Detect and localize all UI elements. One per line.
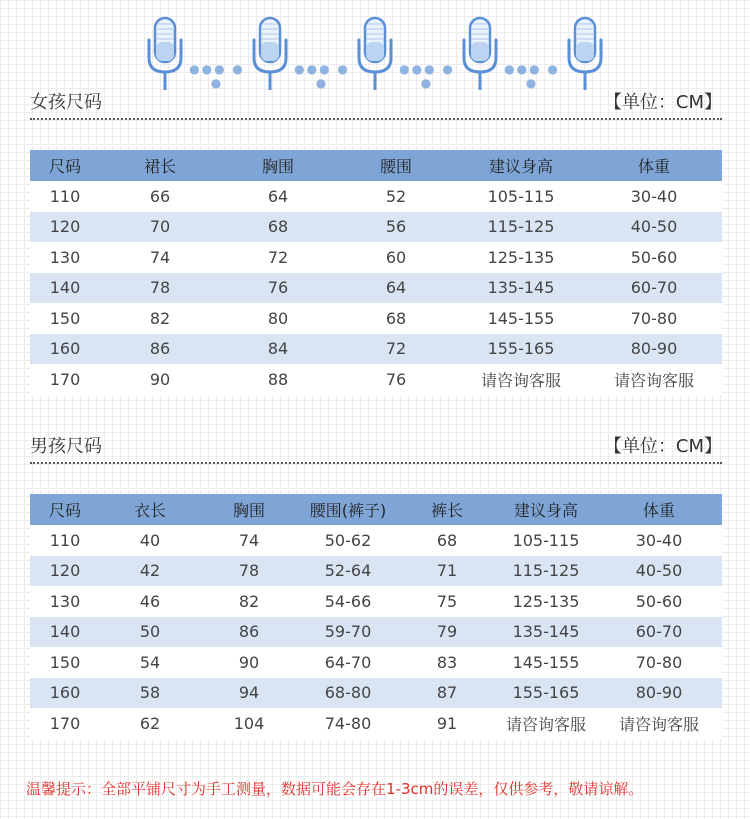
- table-cell: 120: [30, 212, 100, 243]
- table-cell: 160: [30, 678, 100, 709]
- boys-header-cell: 裤长: [398, 494, 496, 525]
- table-row: [30, 242, 722, 273]
- table-cell: 104: [200, 708, 298, 739]
- boys-divider: [30, 462, 722, 464]
- table-cell: 54-66: [298, 586, 398, 617]
- boys-header-cell: 体重: [596, 494, 722, 525]
- girls-divider: [30, 118, 722, 120]
- table-cell: 88: [220, 364, 336, 395]
- table-cell: 105-115: [456, 181, 586, 212]
- table-cell: 91: [398, 708, 496, 739]
- table-cell: 66: [100, 181, 220, 212]
- table-cell: 52: [336, 181, 456, 212]
- table-cell: 请咨询客服: [496, 708, 596, 739]
- table-cell: 68: [398, 525, 496, 556]
- table-cell: 87: [398, 678, 496, 709]
- dots-decoration: ●●● ● ●: [504, 62, 560, 90]
- dots-decoration: ●●● ● ●: [189, 62, 245, 90]
- table-cell: 80: [220, 303, 336, 334]
- table-cell: 150: [30, 647, 100, 678]
- girls-header-cell: 建议身高: [456, 150, 586, 181]
- table-row: [30, 181, 722, 212]
- table-cell: 125-135: [496, 586, 596, 617]
- table-cell: 75: [398, 586, 496, 617]
- table-cell: 64: [336, 273, 456, 304]
- boys-header-cell: 胸围: [200, 494, 298, 525]
- table-cell: 40-50: [586, 212, 722, 243]
- table-cell: 68: [220, 212, 336, 243]
- table-cell: 110: [30, 181, 100, 212]
- table-row: [30, 364, 722, 395]
- table-row: [30, 273, 722, 304]
- table-cell: 50-60: [596, 586, 722, 617]
- table-cell: 78: [200, 556, 298, 587]
- table-cell: 155-165: [456, 334, 586, 365]
- table-cell: 155-165: [496, 678, 596, 709]
- table-cell: 40: [100, 525, 200, 556]
- girls-section-header: [30, 88, 722, 118]
- table-cell: 105-115: [496, 525, 596, 556]
- table-cell: 135-145: [496, 617, 596, 648]
- boys-header-cell: 腰围(裤子): [298, 494, 398, 525]
- table-cell: 50: [100, 617, 200, 648]
- table-row: [30, 525, 722, 556]
- table-cell: 80-90: [596, 678, 722, 709]
- table-cell: 74: [200, 525, 298, 556]
- table-cell: 68: [336, 303, 456, 334]
- table-cell: 50-62: [298, 525, 398, 556]
- table-cell: 42: [100, 556, 200, 587]
- boys-header-cell: 衣长: [100, 494, 200, 525]
- table-cell: 94: [200, 678, 298, 709]
- table-cell: 145-155: [496, 647, 596, 678]
- table-cell: 请咨询客服: [586, 364, 722, 395]
- boys-title: 男孩尺码: [30, 436, 102, 457]
- microphone-icon: [460, 14, 500, 94]
- table-cell: 72: [220, 242, 336, 273]
- table-row: [30, 586, 722, 617]
- table-cell: 60-70: [596, 617, 722, 648]
- table-cell: 130: [30, 586, 100, 617]
- table-row: [30, 617, 722, 648]
- table-row: [30, 334, 722, 365]
- microphone-icon: [145, 14, 185, 94]
- table-cell: 请咨询客服: [596, 708, 722, 739]
- table-cell: 72: [336, 334, 456, 365]
- girls-title: 女孩尺码: [30, 92, 102, 113]
- table-row: [30, 303, 722, 334]
- girls-header-cell: 尺码: [30, 150, 100, 181]
- microphone-decoration: [0, 14, 750, 94]
- table-cell: 64-70: [298, 647, 398, 678]
- table-cell: 120: [30, 556, 100, 587]
- boys-header-cell: 尺码: [30, 494, 100, 525]
- table-cell: 125-135: [456, 242, 586, 273]
- table-cell: 68-80: [298, 678, 398, 709]
- table-cell: 150: [30, 303, 100, 334]
- table-cell: 40-50: [596, 556, 722, 587]
- table-cell: 71: [398, 556, 496, 587]
- table-cell: 70-80: [596, 647, 722, 678]
- table-cell: 160: [30, 334, 100, 365]
- dots-decoration: ●●● ● ●: [399, 62, 455, 90]
- table-cell: 62: [100, 708, 200, 739]
- table-cell: 90: [200, 647, 298, 678]
- girls-header-cell: 胸围: [220, 150, 336, 181]
- table-cell: 135-145: [456, 273, 586, 304]
- girls-size-table: [30, 150, 722, 395]
- table-cell: 74: [100, 242, 220, 273]
- table-cell: 请咨询客服: [456, 364, 586, 395]
- table-cell: 52-64: [298, 556, 398, 587]
- table-cell: 64: [220, 181, 336, 212]
- table-cell: 50-60: [586, 242, 722, 273]
- girls-table-header-row: [30, 150, 722, 181]
- table-cell: 54: [100, 647, 200, 678]
- table-row: [30, 678, 722, 709]
- table-cell: 86: [200, 617, 298, 648]
- boys-unit: 【单位：CM】: [603, 436, 722, 457]
- boys-header-cell: 建议身高: [496, 494, 596, 525]
- warm-tip: 温馨提示：全部平铺尺寸为手工测量，数据可能会存在1-3cm的误差，仅供参考，敬请谅解。: [26, 780, 644, 798]
- table-cell: 86: [100, 334, 220, 365]
- table-cell: 145-155: [456, 303, 586, 334]
- girls-unit: 【单位：CM】: [603, 92, 722, 113]
- microphone-icon: [250, 14, 290, 94]
- table-cell: 140: [30, 273, 100, 304]
- boys-size-table: [30, 494, 722, 739]
- dots-decoration: ●●● ● ●: [294, 62, 350, 90]
- girls-header-cell: 裙长: [100, 150, 220, 181]
- table-cell: 46: [100, 586, 200, 617]
- table-cell: 76: [336, 364, 456, 395]
- table-cell: 90: [100, 364, 220, 395]
- table-cell: 82: [200, 586, 298, 617]
- table-cell: 70-80: [586, 303, 722, 334]
- table-cell: 170: [30, 708, 100, 739]
- table-row: [30, 647, 722, 678]
- table-cell: 115-125: [456, 212, 586, 243]
- table-cell: 84: [220, 334, 336, 365]
- boys-table-header-row: [30, 494, 722, 525]
- microphone-icon: [355, 14, 395, 94]
- boys-section-header: [30, 432, 722, 462]
- table-cell: 59-70: [298, 617, 398, 648]
- table-cell: 115-125: [496, 556, 596, 587]
- girls-header-cell: 腰围: [336, 150, 456, 181]
- table-cell: 130: [30, 242, 100, 273]
- table-row: [30, 556, 722, 587]
- table-cell: 56: [336, 212, 456, 243]
- table-cell: 83: [398, 647, 496, 678]
- table-cell: 76: [220, 273, 336, 304]
- table-cell: 82: [100, 303, 220, 334]
- table-cell: 79: [398, 617, 496, 648]
- table-cell: 60: [336, 242, 456, 273]
- table-cell: 74-80: [298, 708, 398, 739]
- table-cell: 30-40: [596, 525, 722, 556]
- table-cell: 70: [100, 212, 220, 243]
- table-cell: 170: [30, 364, 100, 395]
- microphone-icon: [565, 14, 605, 94]
- table-row: [30, 212, 722, 243]
- table-cell: 110: [30, 525, 100, 556]
- table-cell: 58: [100, 678, 200, 709]
- table-cell: 78: [100, 273, 220, 304]
- table-row: [30, 708, 722, 739]
- table-cell: 80-90: [586, 334, 722, 365]
- table-cell: 140: [30, 617, 100, 648]
- table-cell: 60-70: [586, 273, 722, 304]
- girls-header-cell: 体重: [586, 150, 722, 181]
- table-cell: 30-40: [586, 181, 722, 212]
